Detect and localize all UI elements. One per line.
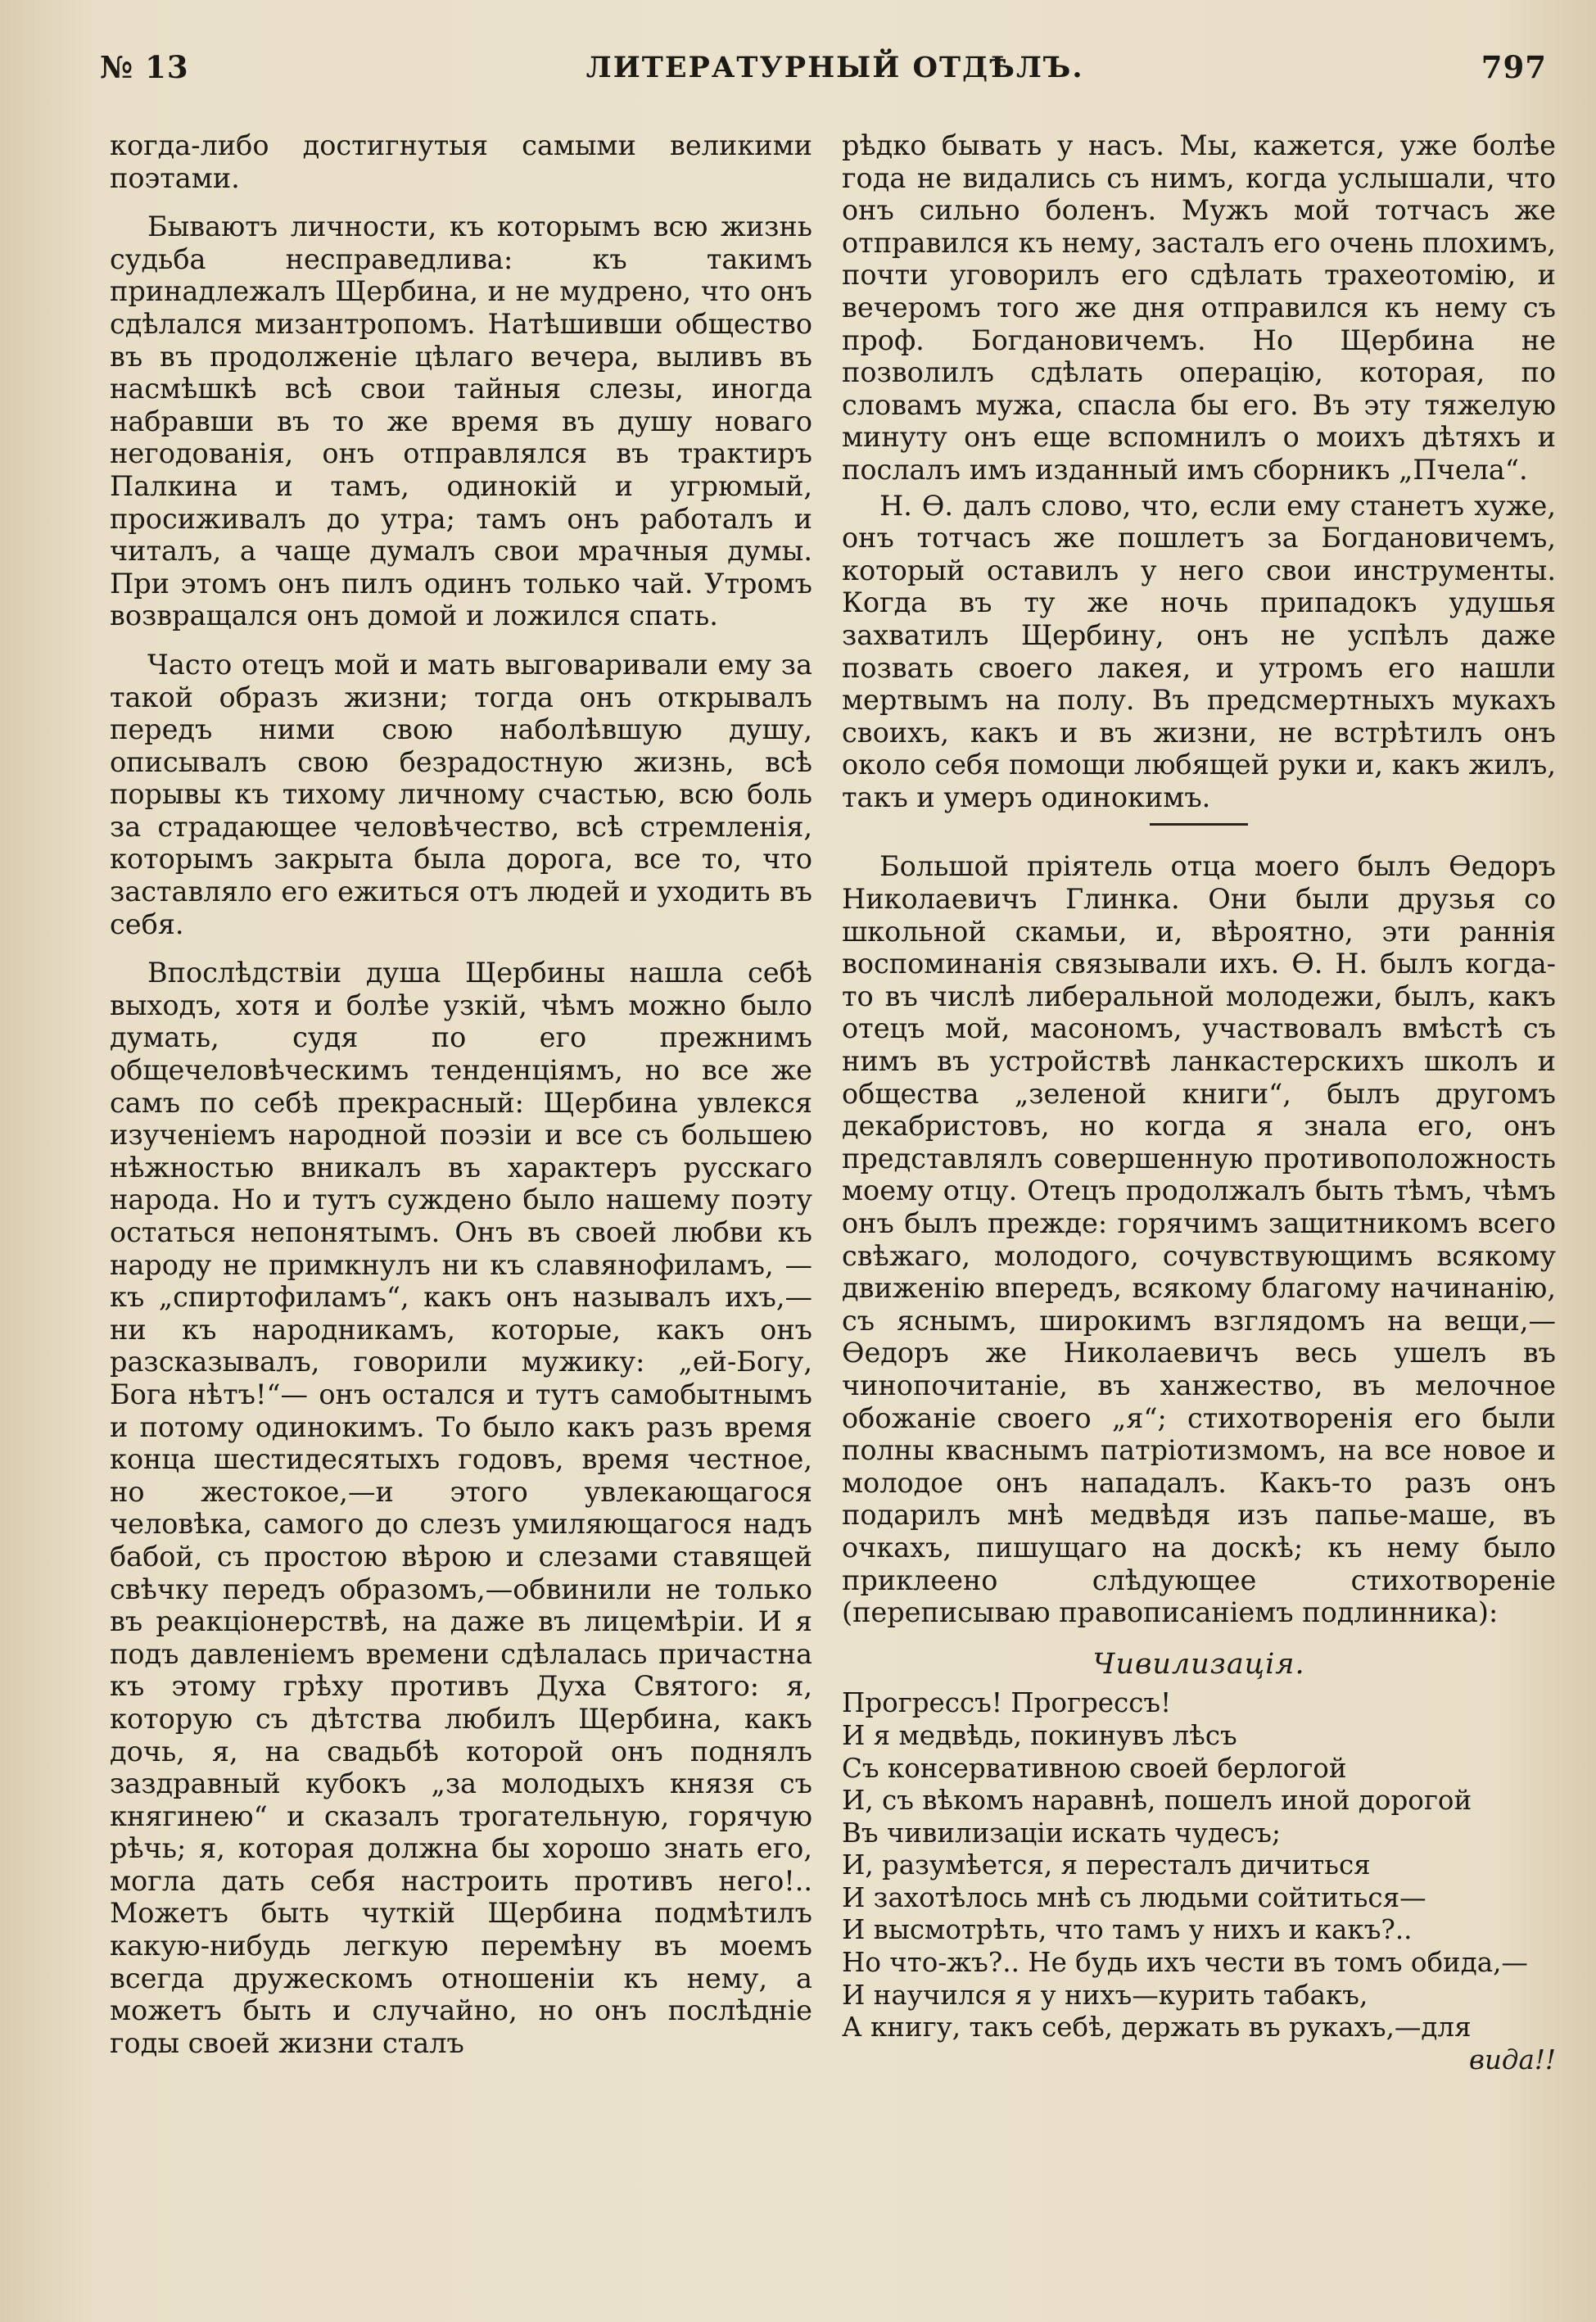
section-title: ЛИТЕРАТУРНЫЙ ОТДѢЛЪ.	[586, 50, 1084, 84]
paragraph: Н. Ѳ. далъ слово, что, если ему станетъ хуже, онъ тотчасъ же пошлетъ за Богдановичемъ, который оставилъ у него свои инструменты. Когда въ ту же ночь припадокъ удушья захватилъ Щербину, онъ не успѣлъ даже позвать своего лакея, и утромъ его нашли мертвымъ на полу. Въ предсмертныхъ мукахъ своихъ, какъ и въ жизни, не встрѣтилъ онъ около себя помощи любящей руки и, какъ жилъ, такъ и умеръ одинокимъ.	[842, 489, 1556, 813]
poem-line: И захотѣлось мнѣ съ людьми сойтиться—	[842, 1881, 1426, 1913]
poem-line: И, разумѣется, я пересталъ дичиться	[842, 1849, 1371, 1881]
paragraph: когда-либо достигнутыя самыми великими поэтами.	[110, 129, 812, 194]
issue-number: № 13	[100, 49, 189, 85]
poem-line: И я медвѣдь, покинувъ лѣсъ	[842, 1719, 1237, 1751]
right-column	[842, 129, 1556, 2076]
poem-line: Съ консервативною своей берлогой	[842, 1752, 1347, 1784]
poem-line: И высмотрѣть, что тамъ у нихъ и какъ?..	[842, 1914, 1413, 1946]
poem-line: Но что-жъ?.. Не будь ихъ чести въ томъ обида,—	[842, 1947, 1528, 1979]
poem-line: Прогрессъ! Прогрессъ!	[842, 1687, 1172, 1719]
page-number: 797	[1481, 49, 1547, 85]
paragraph: Большой пріятель отца моего былъ Ѳедоръ Николаевичъ Глинка. Они были друзья со школьной скамьи, и, вѣроятно, эти раннія воспоминанія связывали ихъ. Ѳ. Н. былъ когда-то въ числѣ либеральной молодежи, былъ, какъ отецъ мой, масономъ, участвовалъ вмѣстѣ съ нимъ въ устройствѣ ланкастерскихъ школъ и общества „зеленой книги“, былъ другомъ декабристовъ, но когда я знала его, онъ представлялъ совершенную противоположность моему отцу. Отецъ продолжалъ быть тѣмъ, чѣмъ онъ былъ прежде: горячимъ защитникомъ всего свѣжаго, молодого, сочувствующимъ всякому движенію впередъ, всякому благому начинанію, съ яснымъ, широкимъ взглядомъ на вещи,— Ѳедоръ же Николаевичъ весь ушелъ въ чинопочитаніе, въ ханжество, въ мелочное обожаніе своего „я“; стихотворенія его были полны кваснымъ патріотизмомъ, на все новое и молодое онъ нападалъ. Какъ-то разъ онъ подарилъ мнѣ медвѣдя изъ папье-маше, въ очкахъ, пишущаго на доскѣ; къ нему было приклеено слѣдующее стихотвореніе (переписываю правописаніемъ подлинника):	[842, 850, 1556, 1629]
left-column	[110, 129, 812, 2062]
paragraph: Бываютъ личности, къ которымъ всю жизнь судьба несправедлива: къ такимъ принадлежалъ Щербина, и не мудрено, что онъ сдѣлался мизантропомъ. Натѣшивши общество въ въ продолженіе цѣлаго вечера, выливъ въ насмѣшкѣ всѣ свои тайныя слезы, иногда набравши въ то же время въ душу новаго негодованія, онъ отправлялся въ трактиръ Палкина и тамъ, одинокій и угрюмый, просиживалъ до утра; тамъ онъ работалъ и читалъ, а чаще думалъ свои мрачныя думы. При этомъ онъ пилъ одинъ только чай. Утромъ возвращался онъ домой и ложился спать.	[110, 210, 812, 632]
paragraph: Часто отецъ мой и мать выговаривали ему за такой образъ жизни; тогда онъ открывалъ передъ ними свою наболѣвшую душу, описывалъ свою безрадостную жизнь, всѣ порывы къ тихому личному счастью, всю боль за страдающее человѣчество, всѣ стремленія, которымъ закрыта была дорога, все то, что заставляло его ежиться отъ людей и уходить въ себя.	[110, 648, 812, 940]
section-divider	[1150, 823, 1248, 826]
paragraph: рѣдко бывать у насъ. Мы, кажется, уже болѣе года не видались съ нимъ, когда услышали, что онъ сильно боленъ. Мужъ мой тотчасъ же отправился къ нему, засталъ его очень плохимъ, почти уговорилъ его сдѣлать трахеотомію, и вечеромъ того же дня отправился къ нему съ проф. Богдановичемъ. Но Щербина не позволилъ сдѣлать операцію, которая, по словамъ мужа, спасла бы его. Въ эту тяжелую минуту онъ еще вспомнилъ о моихъ дѣтяхъ и послалъ имъ изданный имъ сборникъ „Пчела“.	[842, 129, 1556, 486]
running-head	[100, 43, 1547, 92]
poem-line: Въ чивилизаціи искать чудесъ;	[842, 1817, 1281, 1849]
poem-title: Чивилизація.	[1092, 1647, 1305, 1681]
poem-line: И, съ вѣкомъ наравнѣ, пошелъ иной дорогой	[842, 1785, 1472, 1817]
poem	[842, 1687, 1556, 2076]
poem-line-end: вида!!	[1469, 2044, 1556, 2075]
poem-line: А книгу, такъ себѣ, держать въ рукахъ,—для	[842, 2012, 1472, 2044]
poem-line: И научился я у нихъ—курить табакъ,	[842, 1979, 1368, 2011]
paragraph: Впослѣдствіи душа Щербины нашла себѣ выходъ, хотя и болѣе узкій, чѣмъ можно было думать, судя по его прежнимъ общечеловѣческимъ тенденціямъ, но все же самъ по себѣ прекрасный: Щербина увлекся изученіемъ народной поэзіи и все съ большею нѣжностью вникалъ въ характеръ русскаго народа. Но и тутъ суждено было нашему поэту остаться непонятымъ. Онъ въ своей любви къ народу не примкнулъ ни къ славянофиламъ, — къ „спиртофиламъ“, какъ онъ называлъ ихъ,—ни къ народникамъ, которые, какъ онъ разсказывалъ, говорили мужику: „ей-Богу, Бога нѣтъ!“— онъ остался и тутъ самобытнымъ и потому одинокимъ. То было какъ разъ время конца шестидесятыхъ годовъ, время честное, но жестокое,—и этого увлекающагося человѣка, самого до слезъ умиляющагося надъ бабой, съ простою вѣрою и слезами ставящей свѣчку передъ образомъ,—обвинили не только въ реакціонерствѣ, на даже въ лицемѣріи. И я подъ давленіемъ времени сдѣлалась причастна къ этому грѣху противъ Духа Святого: я, которую съ дѣтства любилъ Щербина, какъ дочь, я, на свадьбѣ которой онъ поднялъ заздравный кубокъ „за молодыхъ князя съ княгинею“ и сказалъ трогательную, горячую рѣчь; я, которая должна бы хорошо знать его, могла дать себя настроить противъ него!.. Можетъ быть чуткій Щербина подмѣтилъ какую-нибудь легкую перемѣну въ моемъ всегда дружескомъ отношеніи къ нему, а можетъ быть и случайно, но онъ послѣдніе годы своей жизни сталъ	[110, 957, 812, 2059]
